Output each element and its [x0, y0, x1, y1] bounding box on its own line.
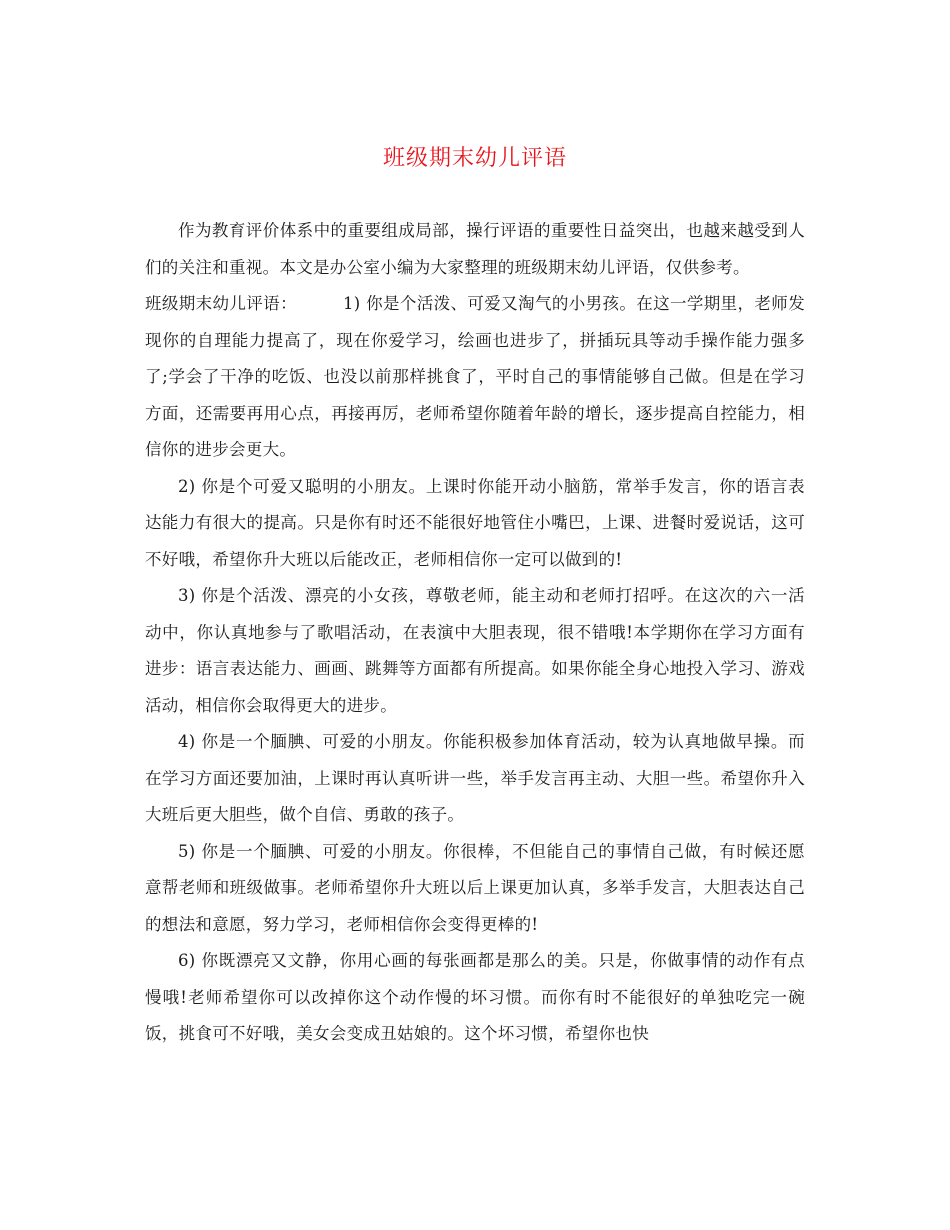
comment-paragraph-3: 3) 你是个活泼、漂亮的小女孩，尊敬老师，能主动和老师打招呼。在这次的六一活动中，你认真地参与了歌唱活动，在表演中大胆表现，很不错哦!本学期你在学习方面有进步：语言表达能力、画画、跳舞等方面都有所提高。如果你能全身心地投入学习、游戏活动，相信你会取得更大的进步。 [145, 586, 805, 715]
comment-paragraph-4: 4) 你是一个腼腆、可爱的小朋友。你能积极参加体育活动，较为认真地做早操。而在学习方面还要加油，上课时再认真听讲一些，举手发言再主动、大胆一些。希望你升入大班后更大胆些，做个自信、勇敢的孩子。 [145, 732, 805, 824]
intro-paragraph: 作为教育评价体系中的重要组成局部，操行评语的重要性日益突出，也越来越受到人们的关注和重视。本文是办公室小编为大家整理的班级期末幼儿评语，仅供参考。 [145, 221, 805, 277]
comment-text-1: 1) 你是个活泼、可爱又淘气的小男孩。在这一学期里，老师发现你的自理能力提高了，现在你爱学习，绘画也进步了，拼插玩具等动手操作能力强多了;学会了干净的吃饭、也没以前那样挑食了，平时自己的事情能够自己做。但是在学习方面，还需要再用心点，再接再厉，老师希望你随着年龄的增长，逐步提高自控能力，相信你的进步会更大。 [145, 294, 805, 459]
document-title: 班级期末幼儿评语 [382, 146, 567, 171]
comment-paragraph-1 [145, 286, 805, 469]
comment-paragraph-5: 5) 你是一个腼腆、可爱的小朋友。你很棒，不但能自己的事情自己做，有时候还愿意帮老师和班级做事。老师希望你升大班以后上课更加认真，多举手发言，大胆表达自己的想法和意愿，努力学习，老师相信你会变得更棒的! [145, 841, 805, 934]
comment-paragraph-6: 6) 你既漂亮又文静，你用心画的每张画都是那么的美。只是，你做事情的动作有点慢哦!老师希望你可以改掉你这个动作慢的坏习惯。而你有时不能很好的单独吃完一碗饭，挑食可不好哦，美女会变成丑姑娘的。这个坏习惯，希望你也快 [145, 951, 805, 1043]
section-label: 班级期末幼儿评语： [145, 294, 297, 313]
comment-paragraph-2: 2) 你是个可爱又聪明的小朋友。上课时你能开动小脑筋，常举手发言，你的语言表达能力有很大的提高。只是你有时还不能很好地管住小嘴巴，上课、进餐时爱说话，这可不好哦，希望你升大班以后能改正，老师相信你一定可以做到的! [145, 476, 805, 569]
document-body [145, 213, 805, 1053]
